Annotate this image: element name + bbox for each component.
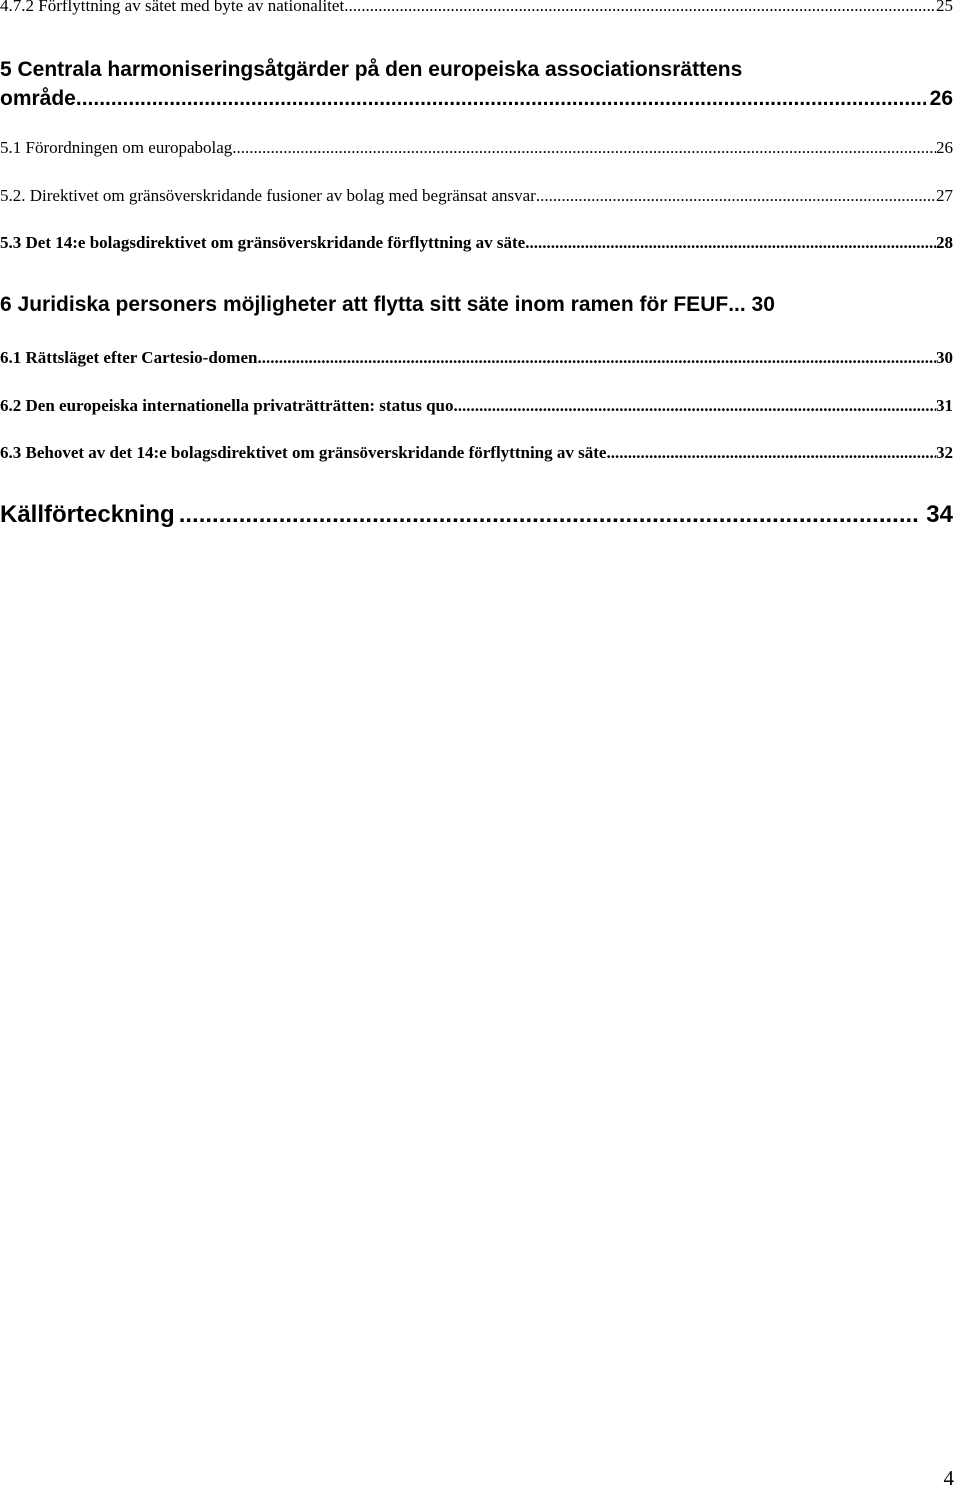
toc-entry-5-3[interactable] (0, 233, 953, 253)
toc-leader-dots (525, 233, 936, 253)
toc-entry-page: 28 (936, 233, 953, 252)
toc-entry-page: 27 (936, 186, 953, 205)
toc-entry-label-line1: 5 Centrala harmoniseringsåtgärder på den europeiska associationsrättens (0, 58, 743, 81)
toc-entry-page: 31 (936, 396, 953, 415)
toc-entry-6-2[interactable] (0, 396, 953, 416)
toc-entry-label-line2: område (0, 87, 76, 110)
toc-entry-label: 4.7.2 Förflyttning av sätet med byte av nationalitet (0, 0, 345, 15)
toc-entry-label: 5.2. Direktivet om gränsöverskridande fusioner av bolag med begränsat ansvar (0, 186, 536, 205)
toc-leader-dots (232, 138, 936, 158)
toc-entry-label: 6 Juridiska personers möjligheter att flytta sitt säte inom ramen för FEUF (0, 293, 729, 316)
toc-entry-label: 5.3 Det 14:e bolagsdirektivet om gränsöverskridande förflyttning av säte (0, 233, 526, 252)
toc-entry-6-1[interactable] (0, 348, 953, 368)
toc-entry-page: 30 (936, 348, 953, 367)
toc-entry-page: 34 (926, 501, 953, 528)
toc-leader-dots (453, 396, 936, 416)
toc-leader-dots (344, 0, 936, 16)
page-number: 4 (943, 1466, 954, 1490)
toc-entry-label: 5.1 Förordningen om europabolag (0, 138, 233, 157)
toc-entry-6-3[interactable] (0, 443, 953, 463)
toc-entry-5[interactable] (0, 55, 953, 113)
toc-leader-dots (257, 348, 936, 368)
toc-entry-label: Källförteckning (0, 501, 175, 528)
toc-entry-5-1[interactable] (0, 138, 953, 158)
toc-entry-label: 6.3 Behovet av det 14:e bolagsdirektivet om gränsöverskridande förflyttning av säte (0, 443, 607, 462)
toc-entry-page: 25 (936, 0, 953, 15)
toc-entry-5-2[interactable] (0, 186, 953, 206)
toc-entry-page: 32 (936, 443, 953, 462)
toc-leader-dots (606, 443, 936, 463)
toc-entry-page: 26 (936, 138, 953, 157)
toc-entry-label: 6.2 Den europeiska internationella privaträtträtten: status quo (0, 396, 454, 415)
toc-entry-label: 6.1 Rättsläget efter Cartesio-domen (0, 348, 258, 367)
toc-entry-page: 26 (929, 87, 953, 110)
toc-leader-dots (175, 501, 920, 529)
toc-leader-dots (76, 84, 926, 113)
toc-leader-dots (536, 186, 936, 206)
toc-entry-6[interactable] (0, 293, 953, 317)
toc-entry-page: ... 30 (728, 293, 775, 316)
toc-entry-kallforteckning[interactable] (0, 501, 953, 529)
toc-entry-4-7-2[interactable] (0, 0, 953, 16)
